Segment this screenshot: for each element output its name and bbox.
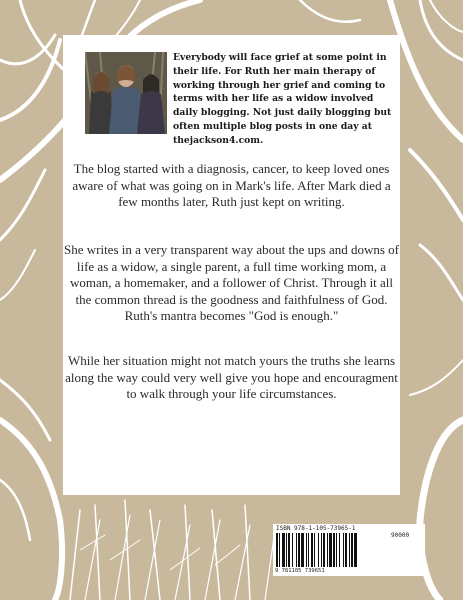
isbn-barcode-box bbox=[273, 524, 425, 576]
author-photo-image bbox=[85, 52, 167, 134]
barcode-addon-number: 90000 bbox=[391, 532, 410, 539]
back-cover-text-panel bbox=[63, 35, 400, 495]
author-photo bbox=[85, 52, 167, 134]
author-bio-blurb: Everybody will face grief at some point in their life. For Ruth her main therapy of working through her grief and coming to terms with her life as a widow involved daily blogging. Not just daily blogging but often multiple blog posts in one day at thejackson4.com. bbox=[173, 52, 392, 146]
isbn-label: ISBN 978-1-105-73965-1 bbox=[276, 525, 356, 532]
description-paragraph-3: While her situation might not match yours the truths she learns along the way could very well give you hope and encouragment to walk through your life circumstances. bbox=[65, 353, 398, 401]
barcode-digits: 9 781105 739651 bbox=[275, 568, 325, 574]
barcode-image bbox=[276, 533, 388, 567]
description-paragraph-2: She writes in a very transparent way about the ups and downs of life as a widow, a single parent, a full time working mom, a woman, a homemaker, and a follower of Christ. Through it all the common thread is the goodness and faithfulness of God. Ruth's mantra becomes "God is enough." bbox=[63, 242, 400, 323]
description-paragraph-1: The blog started with a diagnosis, cancer, to keep loved ones aware of what was going on in Mark's life. After Mark died a few months later, Ruth just kept on writing. bbox=[72, 161, 391, 209]
